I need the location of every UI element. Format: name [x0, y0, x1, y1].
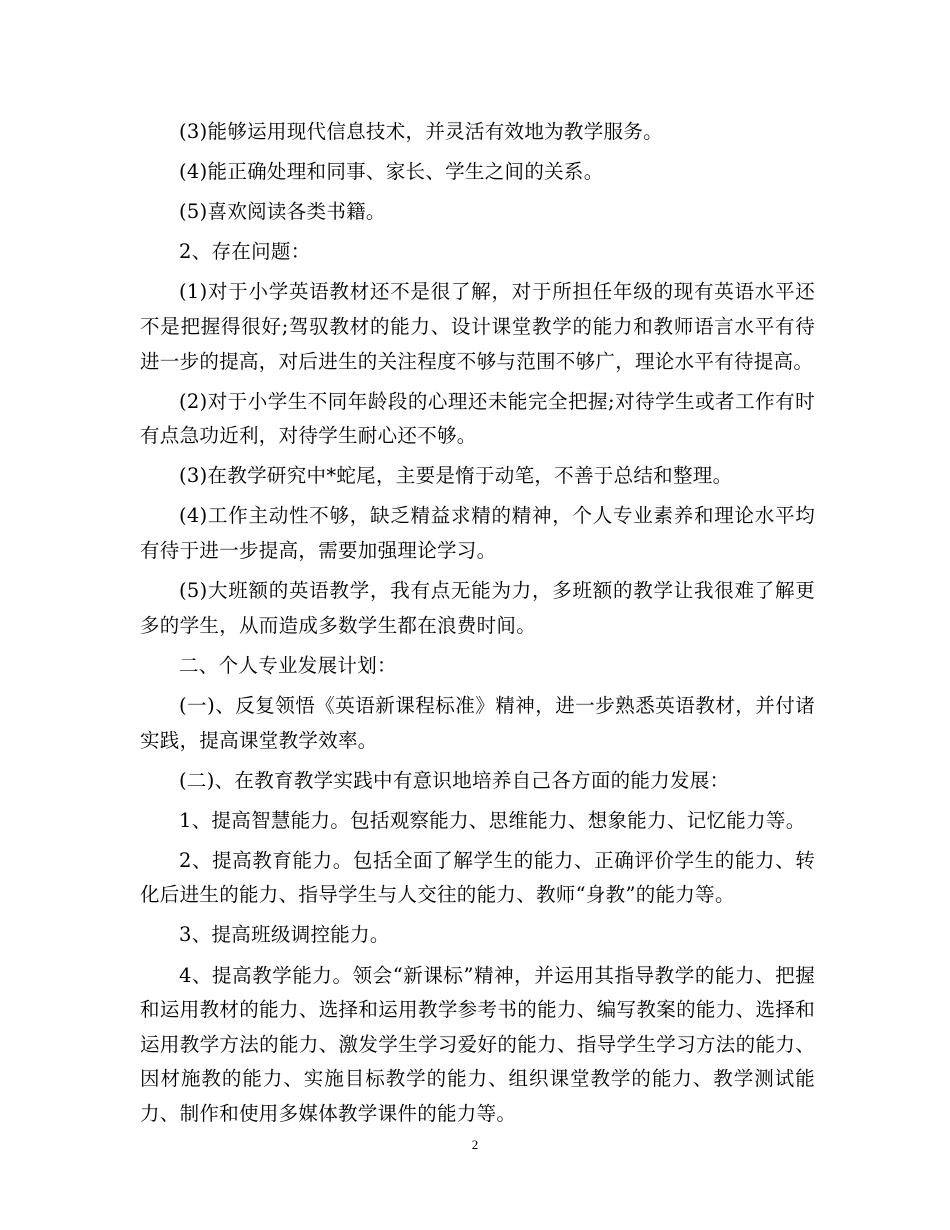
paragraph-ability-2: 2、提高教育能力。包括全面了解学生的能力、正确评价学生的能力、转化后进生的能力、指导学生与人交往的能力、教师“身教”的能力等。 [140, 848, 815, 907]
paragraph-problem-2: (2)对于小学生不同年龄段的心理还未能完全把握;对待学生或者工作有时有点急功近利，对待学生耐心还不够。 [140, 389, 815, 448]
paragraph-skill-3: (3)能够运用现代信息技术，并灵活有效地为教学服务。 [179, 120, 663, 143]
paragraph-problem-1: (1)对于小学英语教材还不是很了解，对于所担任年级的现有英语水平还不是把握得很好;驾驭教材的能力、设计课堂教学的能力和教师语言水平有待进一步的提高，对后进生的关注程度不够与范围不够广，理论水平有待提高。 [140, 280, 815, 373]
paragraph-problem-3: (3)在教学研究中*蛇尾，主要是惰于动笔，不善于总结和整理。 [179, 464, 733, 488]
paragraph-plan-2: (二)、在教育教学实践中有意识地培养自己各方面的能力发展： [179, 768, 730, 792]
paragraph-plan-1: (一)、反复领悟《英语新课程标准》精神，进一步熟悉英语教材，并付诸实践，提高课堂教学效率。 [140, 693, 815, 752]
paragraph-skill-4: (4)能正确处理和同事、家长、学生之间的关系。 [179, 160, 604, 184]
paragraph-skill-5: (5)喜欢阅读各类书籍。 [179, 200, 386, 224]
paragraph-problem-4: (4)工作主动性不够，缺乏精益求精的精神，个人专业素养和理论水平均有待于进一步提高，需要加强理论学习。 [140, 504, 815, 563]
paragraph-ability-4: 4、提高教学能力。领会“新课标”精神，并运用其指导教学的能力、把握和运用教材的能力、选择和运用教学参考书的能力、编写教案的能力、选择和运用教学方法的能力、激发学生学习爱好的能力、指导学生学习方法的能力、因材施教的能力、实施目标教学的能力、组织课堂教学的能力、教学测试能力、制作和使用多媒体教学课件的能力等。 [140, 963, 815, 1125]
section-heading-problems: 2、存在问题： [179, 240, 311, 264]
document-body [140, 115, 815, 1137]
page-number: 2 [471, 1137, 479, 1152]
paragraph-ability-1: 1、提高智慧能力。包括观察能力、思维能力、想象能力、记忆能力等。 [179, 808, 806, 832]
paragraph-problem-5: (5)大班额的英语教学，我有点无能为力，多班额的教学让我很难了解更多的学生，从而造成多数学生都在浪费时间。 [140, 579, 815, 637]
paragraph-ability-3: 3、提高班级调控能力。 [179, 923, 390, 947]
section-heading-plan: 二、个人专业发展计划： [179, 653, 397, 677]
